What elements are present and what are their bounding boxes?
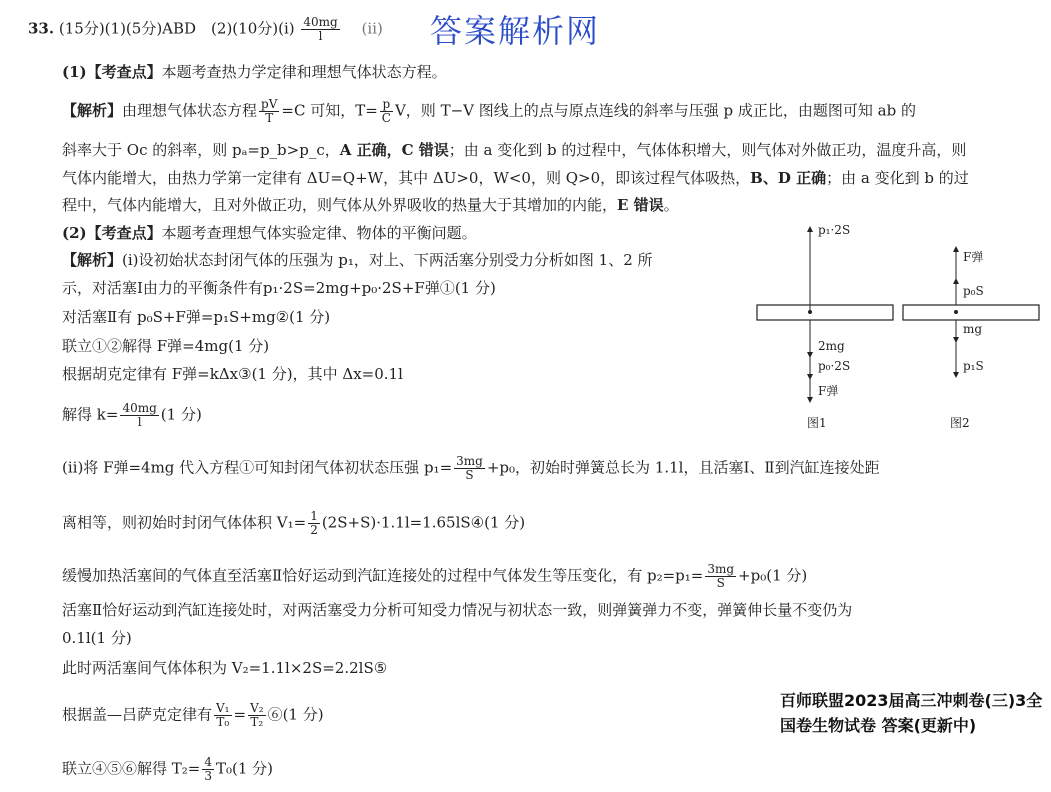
- caption-fig2: 图2: [950, 416, 970, 430]
- caption-fig1: 图1: [807, 416, 827, 430]
- part2-ii-line7: 根据盖—吕萨克定律有 $\frac{\text{V₁}}{\text{T₀}}$ = $\frac{\text{V₂}}{\text{T₂}}$ ⑥(1 分): [62, 701, 324, 729]
- part2-ii-line1: (ⅱ)将 F弹=4mg 代入方程①可知封闭气体初状态压强 p₁= $\frac{3mg}{S}$ +p₀，初始时弹簧总长为 1.1l，且活塞Ⅰ、Ⅱ到汽缸连接处距: [62, 454, 880, 482]
- figure-1: [757, 223, 893, 430]
- piston-1: [757, 305, 893, 320]
- answer-summary-line: [28, 16, 383, 43]
- label-p0S: p₀S: [963, 284, 984, 298]
- part2-ii-line5: 0.1l(1 分): [62, 629, 132, 647]
- part2-ii-line6: 此时两活塞间气体体积为 V₂=1.1l×2S=2.2lS⑤: [62, 659, 388, 677]
- part2-line5: 根据胡克定律有 F弹=kΔx③(1 分)，其中 Δx=0.1l: [62, 365, 403, 383]
- answer-summary-tail: (ⅱ): [346, 19, 383, 38]
- part1-line2: 斜率大于 Oc 的斜率，则 pₐ=p_b>p_c，A 正确，C 错误；由 a 变化到 b 的过程中，气体体积增大，则气体对外做正功，温度升高，则: [62, 141, 967, 159]
- part2-line2: 示，对活塞Ⅰ由力的平衡条件有p₁·2S=2mg+p₀·2S+F弹①(1 分): [62, 279, 496, 297]
- part2-ii-line8: 联立④⑤⑥解得 T₂= $\frac{4}{3}$ T₀(1 分): [62, 755, 274, 783]
- part2-ii-line3: 缓慢加热活塞间的气体直至活塞Ⅱ恰好运动到汽缸连接处的过程中气体发生等压变化，有 p₂=p₁= $\frac{3mg}{S}$ +p₀(1 分): [62, 562, 808, 590]
- label-2mg: 2mg: [818, 339, 845, 353]
- answer-fraction: $\frac{40mg}{l}$: [303, 15, 338, 43]
- part1-line4: 程中，气体内能增大，且对外做正功，则气体从外界吸收的热量大于其增加的内能，E 错误。: [62, 196, 679, 214]
- source-note: 百师联盟2023届高三冲刺卷(三)3全国卷生物试卷 答案(更新中): [780, 691, 1043, 735]
- label-p1-2S: p₁·2S: [818, 223, 851, 237]
- part2-line4: 联立①②解得 F弹=4mg(1 分): [62, 337, 270, 355]
- part2-ii-line4: 活塞Ⅱ恰好运动到汽缸连接处时，对两活塞受力分析可知受力情况与初状态一致，则弹簧弹力不变，弹簧伸长量不变仍为: [62, 601, 853, 619]
- part1-kaochadian: (1)【考查点】本题考查热力学定律和理想气体状态方程。: [62, 63, 447, 81]
- piston-2-center: [954, 310, 958, 314]
- label-mg: mg: [963, 322, 983, 336]
- part2-ii-line2: 离相等，则初始时封闭气体体积 V₁= $\frac{1}{2}$ (2S+S)·1.1l=1.65lS④(1 分): [62, 509, 526, 537]
- label-p1S: p₁S: [963, 359, 984, 373]
- watermark: 答案解析网: [430, 12, 601, 50]
- force-diagram: [745, 215, 1045, 440]
- label-p0-2S: p₀·2S: [818, 359, 851, 373]
- part2-line3: 对活塞Ⅱ有 p₀S+F弹=p₁S+mg②(1 分): [62, 308, 331, 326]
- label-F-spring-1: F弹: [818, 384, 839, 398]
- answer-summary: (15分)(1)(5分)ABD (2)(10分)(ⅰ): [58, 19, 295, 38]
- part1-line3: 气体内能增大，由热力学第一定律有 ΔU=Q+W，其中 ΔU>0，W<0，则 Q>0，即该过程气体吸热，B、D 正确；由 a 变化到 b 的过: [62, 169, 969, 187]
- label-F-spring-2: F弹: [963, 250, 984, 264]
- part2-kaochadian: (2)【考查点】本题考查理想气体实验定律、物体的平衡问题。: [62, 224, 477, 242]
- part2-line1: 【解析】(ⅰ)设初始状态封闭气体的压强为 p₁，对上、下两活塞分别受力分析如图 1、2 所: [62, 251, 653, 269]
- figure-2: [903, 249, 1039, 430]
- piston-2: [903, 305, 1039, 320]
- question-number: 33.: [28, 19, 55, 38]
- part2-line6: 解得 k= $\frac{40mg}{l}$ (1 分): [62, 401, 202, 429]
- part1-line1: 【解析】由理想气体状态方程 $\frac{pV}{T}$ =C 可知，T= $\frac{p}{C}$ V，则 T−V 图线上的点与原点连线的斜率与压强 p 成正比，由题图可知 ab 的: [62, 97, 916, 125]
